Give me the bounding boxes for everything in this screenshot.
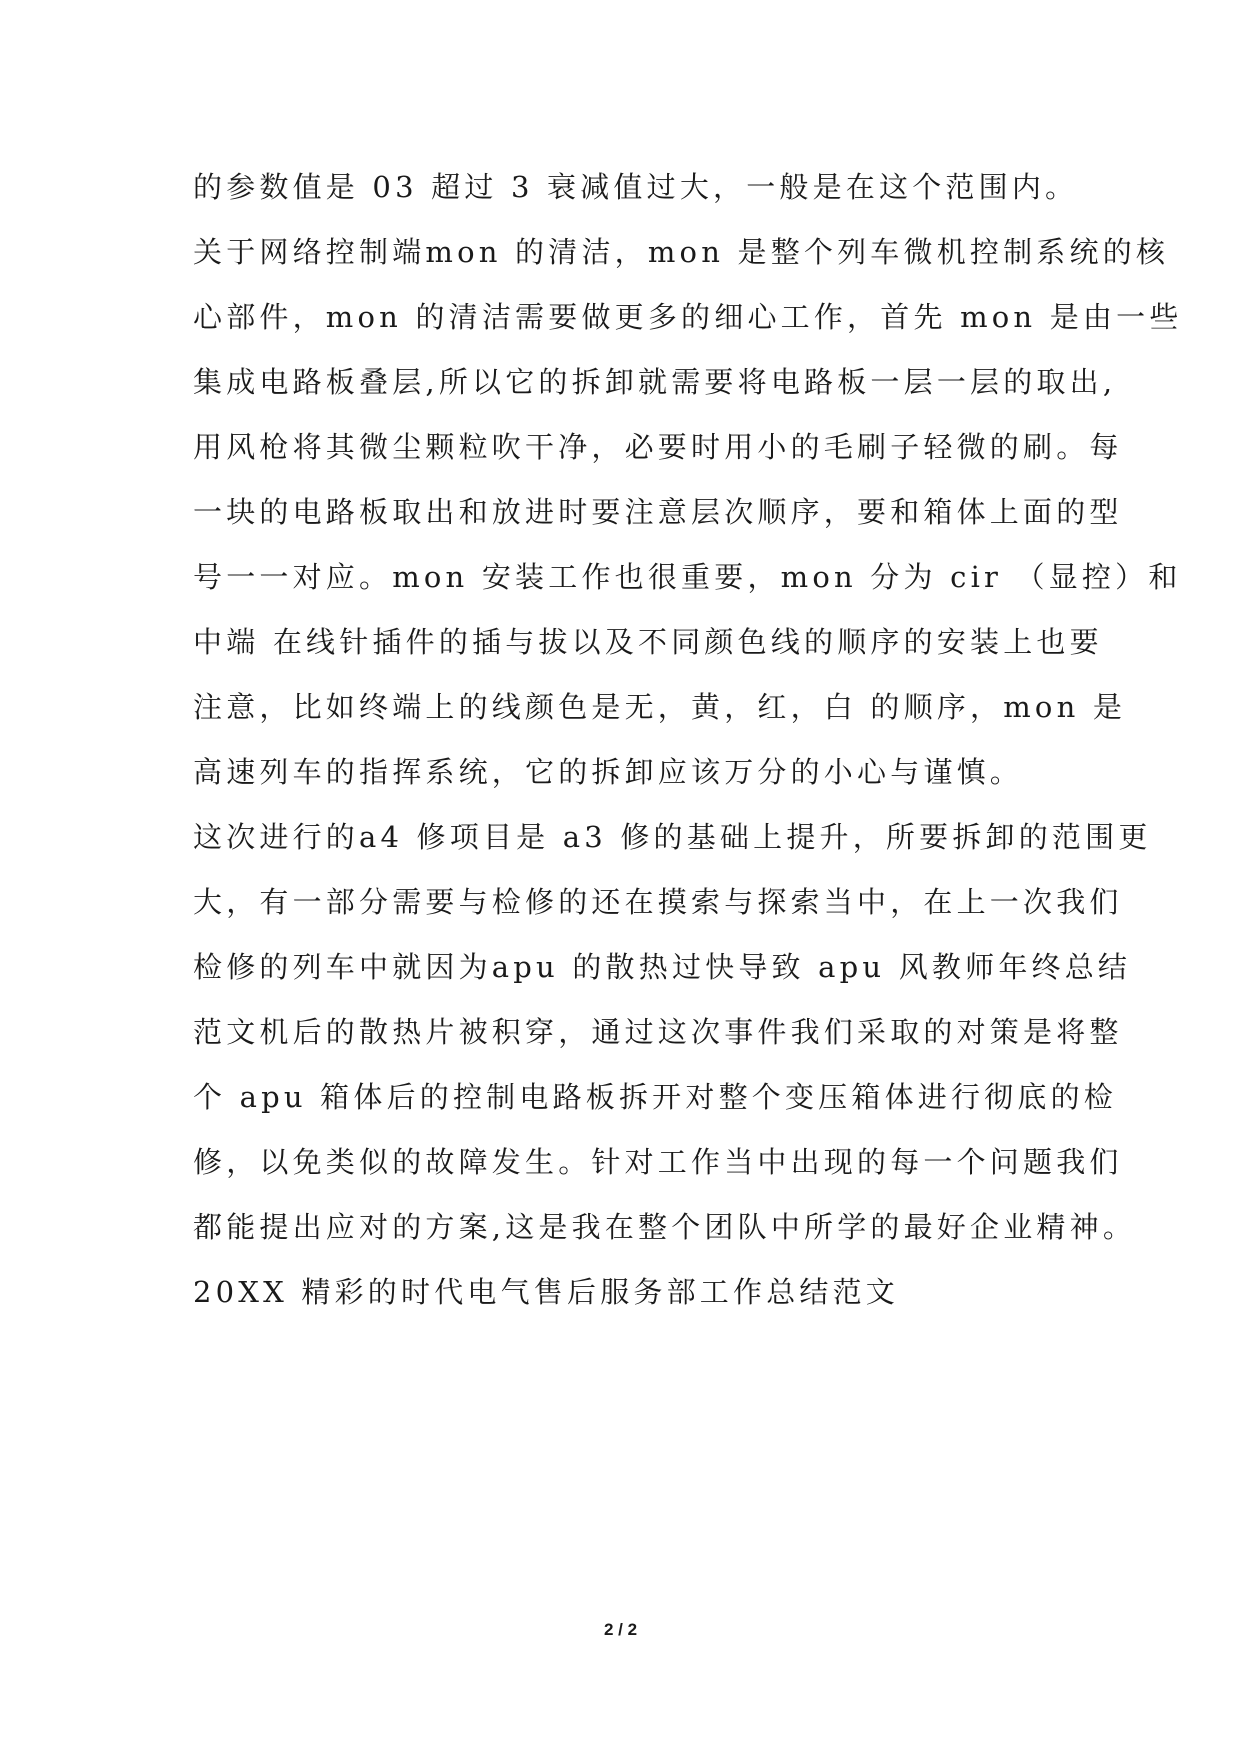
text-line: 中端 在线针插件的插与拔以及不同颜色线的顺序的安装上也要 <box>193 625 1103 659</box>
text-line: 20XX 精彩的时代电气售后服务部工作总结范文 <box>193 1275 900 1309</box>
text-line: 这次进行的a4 修项目是 a3 修的基础上提升，所要拆卸的范围更 <box>193 820 1152 854</box>
text-line: 个 apu 箱体后的控制电路板拆开对整个变压箱体进行彻底的检 <box>193 1080 1117 1114</box>
text-line: 集成电路板叠层,所以它的拆卸就需要将电路板一层一层的取出, <box>193 365 1117 399</box>
text-line: 高速列车的指挥系统，它的拆卸应该万分的小心与谨慎。 <box>193 755 1024 789</box>
text-line: 大，有一部分需要与检修的还在摸索与探索当中，在上一次我们 <box>193 885 1123 919</box>
body-text <box>193 155 1183 1325</box>
text-line: 一块的电路板取出和放进时要注意层次顺序，要和箱体上面的型 <box>193 495 1123 529</box>
text-line: 注意，比如终端上的线颜色是无，黄，红，白 的顺序，mon 是 <box>193 690 1127 724</box>
text-line: 范文机后的散热片被积穿，通过这次事件我们采取的对策是将整 <box>193 1015 1123 1049</box>
text-line: 心部件，mon 的清洁需要做更多的细心工作，首先 mon 是由一些 <box>193 300 1183 334</box>
text-line: 用风枪将其微尘颗粒吹干净，必要时用小的毛刷子轻微的刷。每 <box>193 430 1123 464</box>
page-number: 2 / 2 <box>603 1620 638 1639</box>
text-line: 的参数值是 03 超过 3 衰减值过大，一般是在这个范围内。 <box>193 170 1079 204</box>
text-line: 关于网络控制端mon 的清洁，mon 是整个列车微机控制系统的核 <box>193 235 1170 269</box>
text-line: 都能提出应对的方案,这是我在整个团队中所学的最好企业精神。 <box>193 1210 1137 1244</box>
text-line: 号一一对应。mon 安装工作也很重要，mon 分为 cir （显控）和 <box>193 560 1182 594</box>
text-line: 修，以免类似的故障发生。针对工作当中出现的每一个问题我们 <box>193 1145 1123 1179</box>
text-line: 检修的列车中就因为apu 的散热过快导致 apu 风教师年终总结 <box>193 950 1132 984</box>
